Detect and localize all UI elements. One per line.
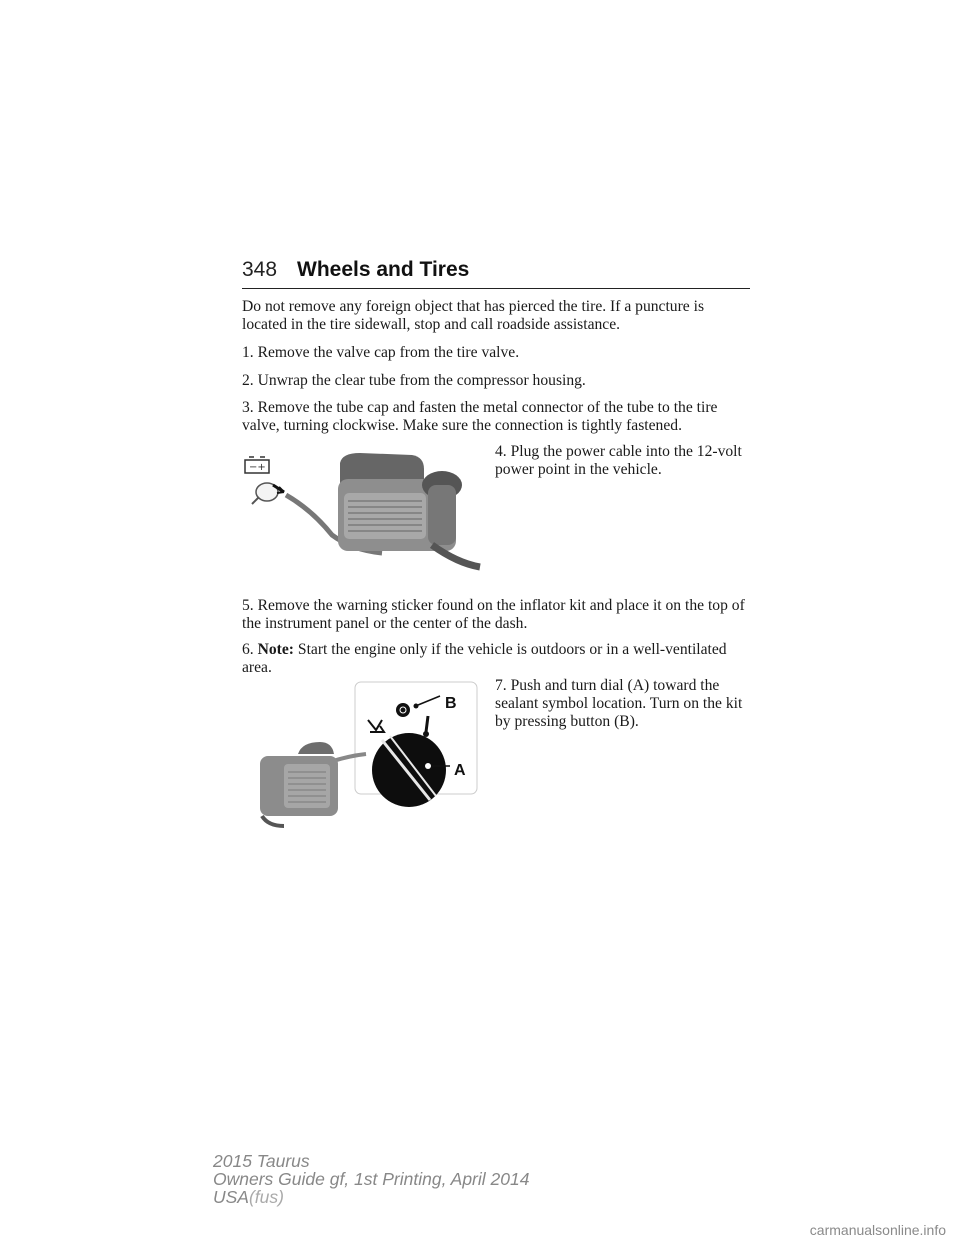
power-button-b	[396, 696, 440, 717]
watermark: carmanualsonline.info	[809, 1222, 946, 1238]
dial-a	[372, 733, 450, 807]
power-plug-icon	[252, 483, 284, 504]
battery-icon	[245, 457, 269, 473]
step-6	[242, 641, 752, 677]
step-5: 5. Remove the warning sticker found on the inflator kit and place it on the top of the instrument panel or the center of the dash.	[242, 597, 745, 632]
intro-paragraph: Do not remove any foreign object that has pierced the tire. If a puncture is located in the tire sidewall, stop and call roadside assistance.	[242, 298, 705, 333]
svg-text:−+: −+	[249, 462, 266, 473]
page-header	[242, 258, 750, 289]
dial-button-figure	[258, 680, 480, 830]
footer-country: USA	[213, 1187, 249, 1207]
step-3: 3. Remove the tube cap and fasten the metal connector of the tube to the tire valve, turning clockwise. Make sure the connection is tightly fastened.	[242, 399, 718, 434]
sealant-symbol-icon	[368, 720, 384, 732]
section-title: Wheels and Tires	[297, 258, 470, 281]
footer-region	[213, 1188, 529, 1206]
label-a: A	[454, 762, 466, 779]
footer-region-code: (fus)	[248, 1187, 284, 1207]
step-4: 4. Plug the power cable into the 12-volt power point in the vehicle.	[495, 443, 742, 478]
step-2: 2. Unwrap the clear tube from the compressor housing.	[242, 372, 586, 389]
step-1: 1. Remove the valve cap from the tire valve.	[242, 344, 520, 361]
page-number: 348	[242, 258, 278, 281]
step-7: 7. Push and turn dial (A) toward the sealant symbol location. Turn on the kit by pressing button (B).	[495, 677, 743, 730]
air-symbol-icon	[423, 716, 429, 737]
inflator-kit-image	[260, 742, 338, 826]
compressor-power-figure	[242, 445, 482, 575]
note-label: Note:	[257, 641, 294, 658]
footer-model: 2015 Taurus	[213, 1151, 310, 1171]
label-b: B	[445, 695, 457, 712]
step-6-prefix: 6.	[242, 641, 254, 658]
footer-printing: Owners Guide gf, 1st Printing, April 2014	[213, 1169, 530, 1189]
compressor-image	[338, 453, 480, 567]
step-6-text: Start the engine only if the vehicle is outdoors or in a well-ventilated area.	[242, 641, 727, 676]
page-footer	[213, 1152, 529, 1206]
